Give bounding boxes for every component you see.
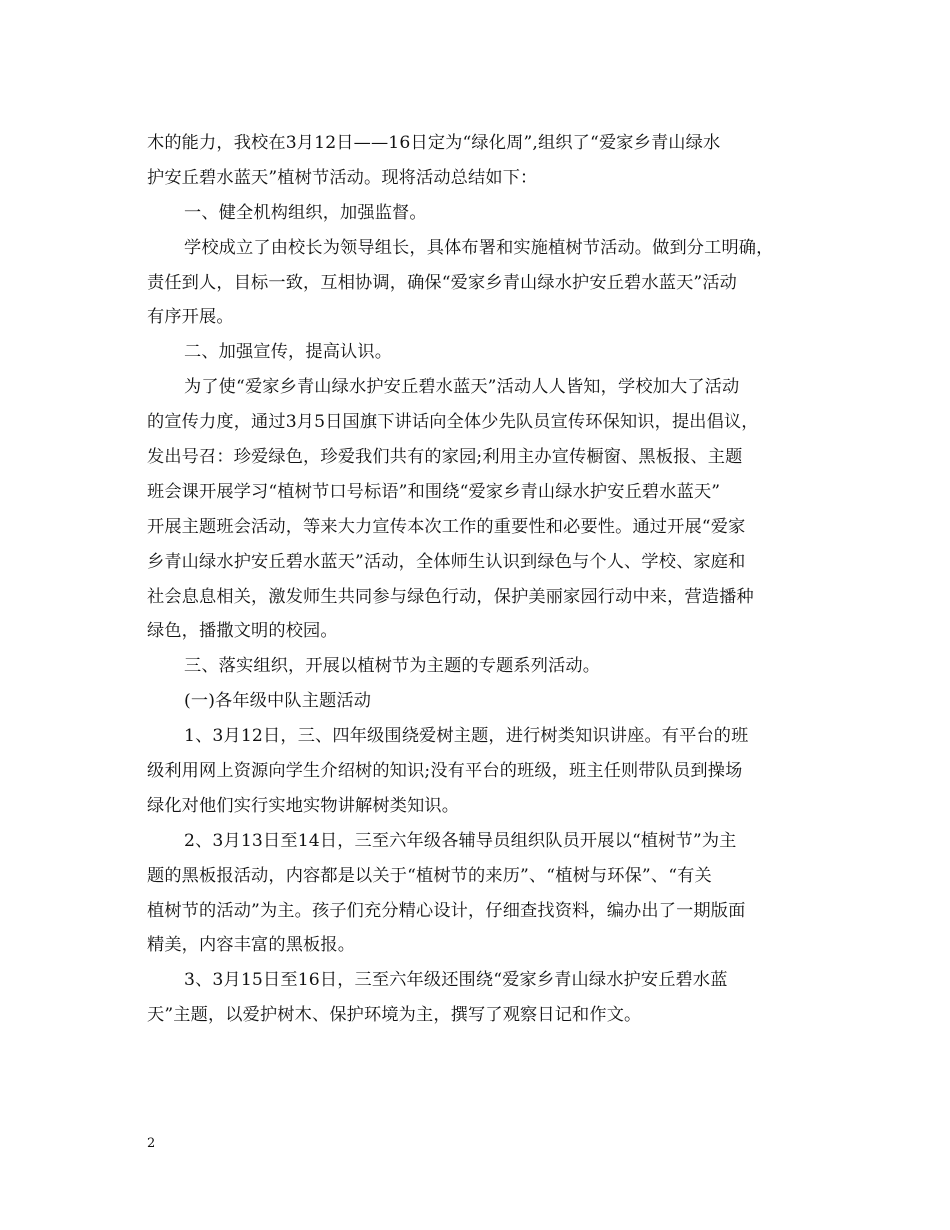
section-heading: 一、健全机构组织，加强监督。 [184,202,427,223]
text-line: 为了使“爱家乡青山绿水护安丘碧水蓝天”活动人人皆知，学校加大了活动 [184,377,740,398]
subsection-heading: (一)各年级中队主题活动 [184,691,372,712]
text-line: 天”主题，以爱护树木、保护环境为主，撰写了观察日记和作文。 [147,1005,642,1026]
text-line: 学校成立了由校长为领导组长，具体布署和实施植树节活动。做到分工明确， [184,237,774,258]
text-line: 发出号召：珍爱绿色，珍爱我们共有的家园;利用主办宣传橱窗、黑板报、主题 [147,447,743,468]
text-line: 绿色，播撒文明的校园。 [147,621,338,642]
text-line: 有序开展。 [147,307,234,328]
text-line: 植树节的活动”为主。孩子们充分精心设计，仔细查找资料，编办出了一期版面 [147,900,746,921]
section-heading: 二、加强宣传，提高认识。 [184,342,393,363]
text-line: 乡青山绿水护安丘碧水蓝天”活动，全体师生认识到绿色与个人、学校、家庭和 [147,551,746,572]
text-line: 责任到人，目标一致，互相协调，确保“爱家乡青山绿水护安丘碧水蓝天”活动 [147,272,738,293]
text-line: 题的黑板报活动，内容都是以关于“植树节的来历”、“植树与环保”、“有关 [147,865,712,886]
text-line: 2、3月13日至14日，三至六年级各辅导员组织队员开展以“植树节”为主 [184,830,737,851]
text-line: 护安丘碧水蓝天”植树节活动。现将活动总结如下： [147,167,538,188]
document-body [147,126,817,1033]
text-line: 绿化对他们实行实地实物讲解树类知识。 [147,795,460,816]
page-number: 2 [147,1136,156,1151]
text-line: 的宣传力度，通过3月5日国旗下讲话向全体少先队员宣传环保知识，提出倡议， [147,412,759,433]
text-line: 社会息息相关，激发师生共同参与绿色行动，保护美丽家园行动中来，营造播种 [147,586,754,607]
text-line: 开展主题班会活动，等来大力宣传本次工作的重要性和必要性。通过开展“爱家 [147,516,746,537]
text-line: 级利用网上资源向学生介绍树的知识;没有平台的班级，班主任则带队员到操场 [147,761,743,782]
text-line: 3、3月15日至16日，三至六年级还围绕“爱家乡青山绿水护安丘碧水蓝 [184,970,728,991]
text-line: 班会课开展学习“植树节口号标语”和围绕“爱家乡青山绿水护安丘碧水蓝天” [147,481,721,502]
text-line: 木的能力，我校在3月12日——16日定为“绿化周”,组织了“爱家乡青山绿水 [147,133,721,153]
section-heading: 三、落实组织，开展以植树节为主题的专题系列活动。 [184,656,601,677]
text-line: 精美，内容丰富的黑板报。 [147,935,356,956]
text-line: 1、3月12日，三、四年级围绕爱树主题，进行树类知识讲座。有平台的班 [184,726,749,747]
